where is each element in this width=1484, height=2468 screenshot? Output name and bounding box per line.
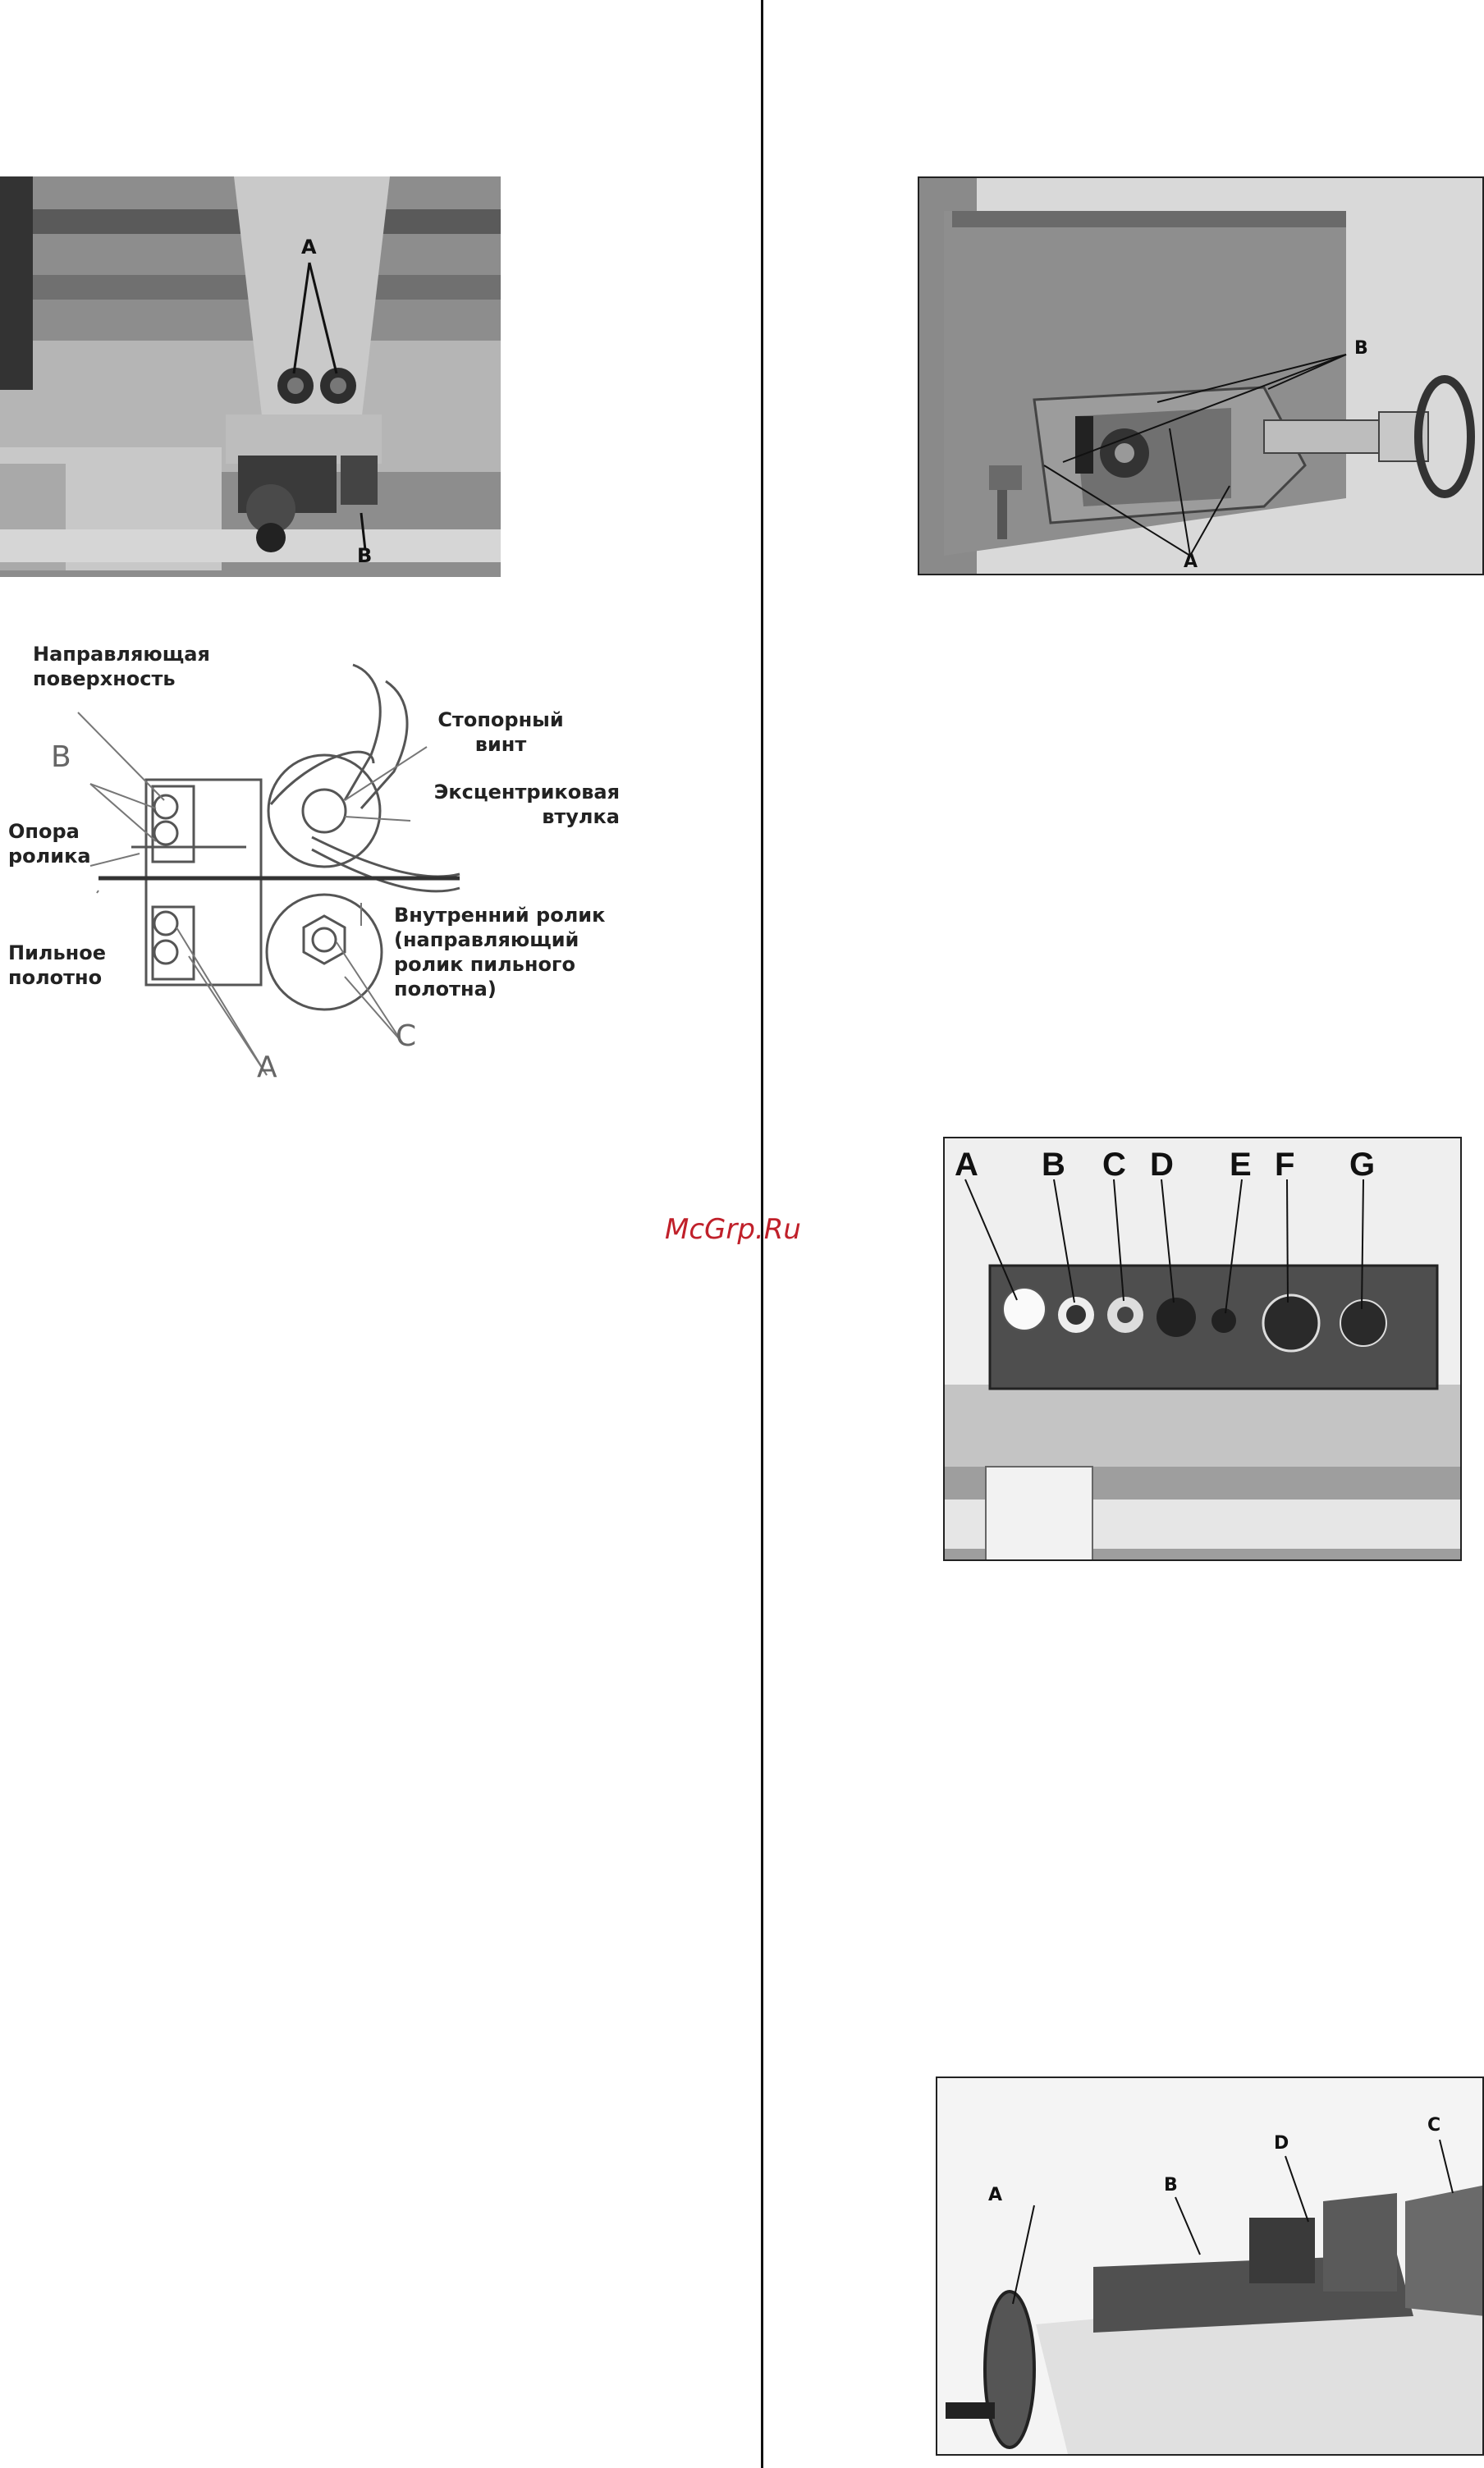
panel-label-b: B: [1042, 1147, 1065, 1183]
panel-label-f: F: [1275, 1147, 1295, 1183]
label-guide-surface: Направляющая поверхность: [33, 643, 210, 690]
guide-photo-label-b: B: [357, 544, 373, 567]
vise-label-c: C: [1427, 2115, 1441, 2136]
panel-label-d: D: [1150, 1147, 1174, 1183]
watermark: McGrp.Ru: [665, 1213, 801, 1246]
guide-photo-label-a: A: [301, 236, 317, 259]
panel-label-c: C: [1102, 1147, 1126, 1183]
control-panel-photo-graphic: [945, 1138, 1462, 1561]
panel-label-g: G: [1349, 1147, 1376, 1183]
gear-adjust-photo: [918, 176, 1484, 575]
vise-photo: [936, 2077, 1484, 2456]
vise-photo-graphic: [937, 2078, 1484, 2456]
diagram-label-a: A: [257, 1051, 277, 1084]
vise-label-a: A: [988, 2185, 1003, 2205]
gear-photo-label-b: B: [1354, 338, 1368, 359]
diagram-label-b: B: [51, 740, 71, 774]
label-roller-support: Опора ролика: [8, 820, 91, 868]
label-inner-roller: Внутренний ролик (направляющий ролик пильного полотна): [394, 904, 606, 1000]
blade-guide-diagram: [0, 632, 657, 1092]
blade-guide-photo-graphic: [0, 176, 501, 577]
vise-label-b: B: [1164, 2175, 1178, 2196]
gear-adjust-photo-graphic: [919, 178, 1484, 575]
panel-label-e: E: [1230, 1147, 1252, 1183]
control-panel-photo: [943, 1137, 1462, 1561]
label-eccentric-bushing: Эксцентриковая втулка: [433, 781, 620, 828]
label-lock-screw: Стопорный винт: [437, 708, 564, 756]
gear-photo-label-a: A: [1184, 552, 1198, 572]
panel-label-a: A: [955, 1147, 978, 1183]
diagram-label-c: C: [396, 1019, 417, 1053]
vise-label-d: D: [1274, 2133, 1289, 2154]
blade-guide-photo: [0, 176, 501, 577]
label-saw-blade: Пильное полотно: [8, 941, 107, 989]
